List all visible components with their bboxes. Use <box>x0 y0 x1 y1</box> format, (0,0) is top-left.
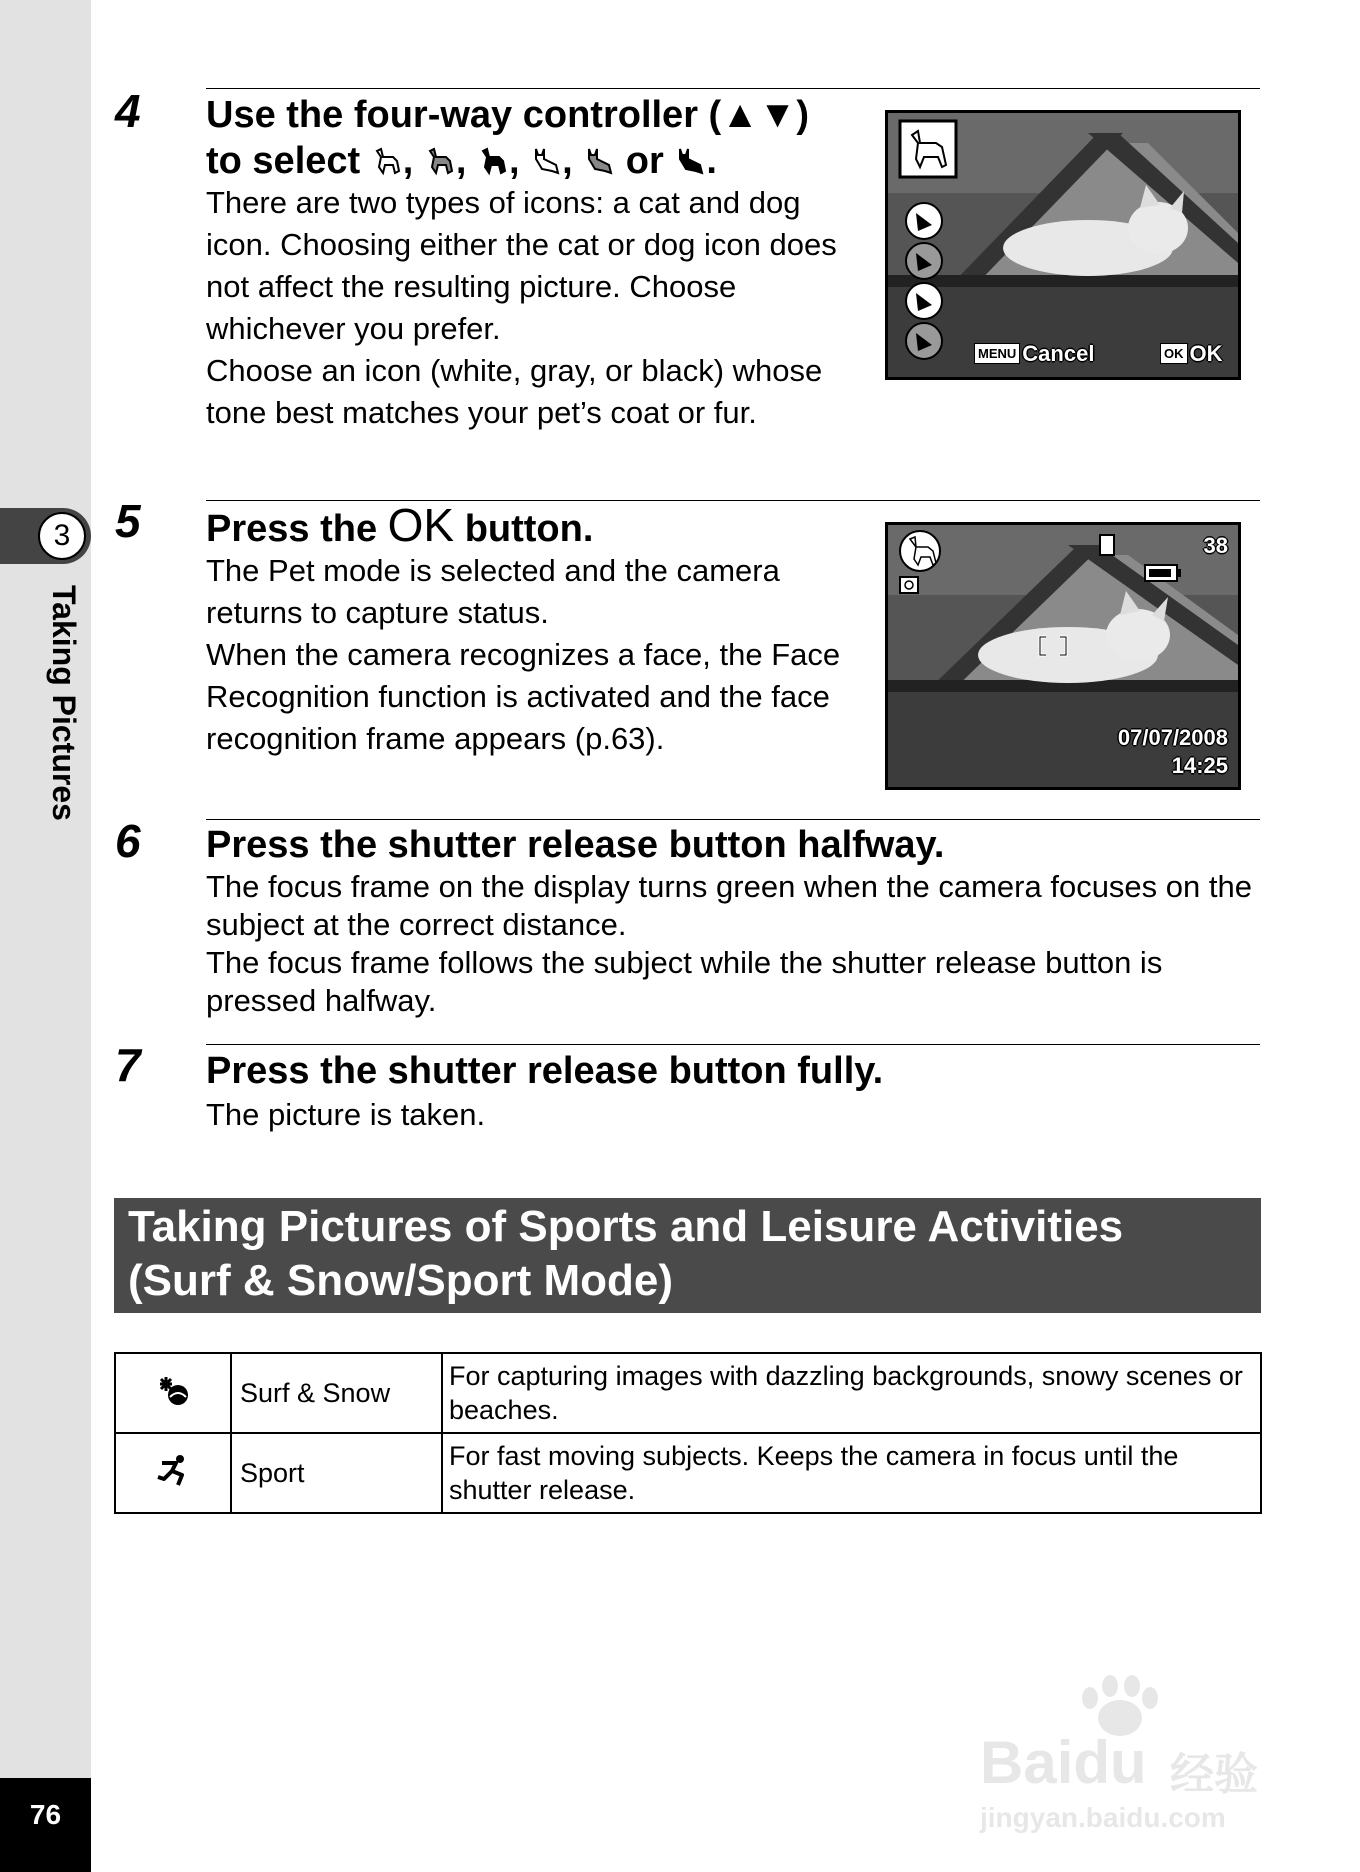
step-body <box>206 1094 1266 1136</box>
mode-description: For capturing images with dazzling backgrounds, snowy scenes or beaches. <box>442 1353 1261 1433</box>
page-number: 76 <box>29 1799 62 1830</box>
heading-end: . <box>706 140 717 182</box>
menu-key: MENU <box>974 343 1020 364</box>
step-paragraph: There are two types of icons: a cat and dog icon. Choosing either the cat or dog icon does not affect the resulting picture. Choose whichever you prefer. <box>206 185 837 346</box>
step-paragraph: The focus frame on the display turns green when the camera focuses on the subject at the correct distance. <box>206 869 1252 942</box>
step-divider <box>206 88 1260 89</box>
watermark-brand: Baidu <box>980 1729 1147 1796</box>
table-row <box>115 1433 1261 1513</box>
step-number: 5 <box>115 495 141 547</box>
step-divider <box>206 819 1260 820</box>
section-title-line1: Taking Pictures of Sports and Leisure Activities <box>128 1202 1124 1251</box>
heading-or: or <box>625 140 664 182</box>
heading-sep: , <box>402 140 414 182</box>
cat-black-icon <box>674 145 706 177</box>
watermark-brand-cn: 经验 <box>1170 1750 1258 1799</box>
modes-table <box>114 1352 1262 1514</box>
mode-name: Sport <box>231 1433 442 1513</box>
camera-screen-capture <box>885 522 1241 790</box>
section-title <box>128 1200 1248 1308</box>
chapter-title: Taking Pictures <box>46 585 82 821</box>
ok-label: OK <box>1189 341 1223 366</box>
step-paragraph: The Pet mode is selected and the camera returns to capture status. <box>206 553 780 630</box>
table-row <box>115 1353 1261 1433</box>
mode-name: Surf & Snow <box>231 1353 442 1433</box>
heading-sep: , <box>562 140 573 182</box>
ok-button-glyph: OK <box>387 499 455 551</box>
surf-snow-icon <box>156 1373 190 1407</box>
dog-gray-icon <box>424 145 456 177</box>
camera-screen-pet-select <box>885 110 1241 380</box>
sidebar <box>0 0 91 1778</box>
heading-sep: , <box>455 140 467 182</box>
step-number: 7 <box>115 1039 141 1091</box>
step-divider <box>206 500 1260 501</box>
date-display: 07/07/2008 <box>1117 725 1228 750</box>
step-paragraph: Choose an icon (white, gray, or black) whose tone best matches your pet’s coat or fur. <box>206 353 823 430</box>
heading-sep: , <box>508 140 520 182</box>
step-body <box>206 550 866 760</box>
shots-remaining: 38 <box>1203 533 1228 558</box>
step-heading: Press the shutter release button halfway. <box>206 824 945 866</box>
step-heading-line2 <box>206 138 876 184</box>
step-divider <box>206 1044 1260 1045</box>
step-number: 4 <box>115 85 141 137</box>
cancel-hint <box>974 341 1094 367</box>
step-heading <box>206 499 594 552</box>
cat-gray-icon <box>583 145 615 177</box>
heading-prefix: to select <box>206 140 361 182</box>
step-paragraph: The focus frame follows the subject while the shutter release button is pressed halfway. <box>206 945 1163 1018</box>
step-paragraph: The picture is taken. <box>206 1097 486 1132</box>
step-heading: Press the shutter release button fully. <box>206 1050 884 1092</box>
section-title-line2: (Surf & Snow/Sport Mode) <box>128 1256 674 1305</box>
cat-white-icon <box>530 145 562 177</box>
step-number: 6 <box>115 815 141 867</box>
watermark <box>970 1668 1300 1838</box>
chapter-number: 3 <box>38 512 86 560</box>
dog-white-icon <box>371 145 403 177</box>
heading-prefix: Press the <box>206 508 378 550</box>
ok-hint <box>1160 341 1223 367</box>
icon-cell <box>115 1353 231 1433</box>
step-body <box>206 868 1266 1020</box>
icon-cell <box>115 1433 231 1513</box>
mode-description: For fast moving subjects. Keeps the camera in focus until the shutter release. <box>442 1433 1261 1513</box>
step-paragraph: When the camera recognizes a face, the Face Recognition function is activated and the face recognition frame appears (p.63). <box>206 637 841 756</box>
dog-black-icon <box>477 145 509 177</box>
watermark-url: jingyan.baidu.com <box>980 1802 1226 1833</box>
heading-suffix: button. <box>464 508 594 550</box>
sport-icon <box>156 1453 190 1487</box>
step-body <box>206 182 866 434</box>
time-display: 14:25 <box>1171 753 1228 778</box>
ok-key: OK <box>1160 343 1188 364</box>
pet-photo <box>888 113 1238 377</box>
cancel-label: Cancel <box>1022 341 1095 366</box>
step-heading-line1: Use the four-way controller (▲▼) <box>206 94 810 136</box>
step-heading <box>206 92 876 184</box>
